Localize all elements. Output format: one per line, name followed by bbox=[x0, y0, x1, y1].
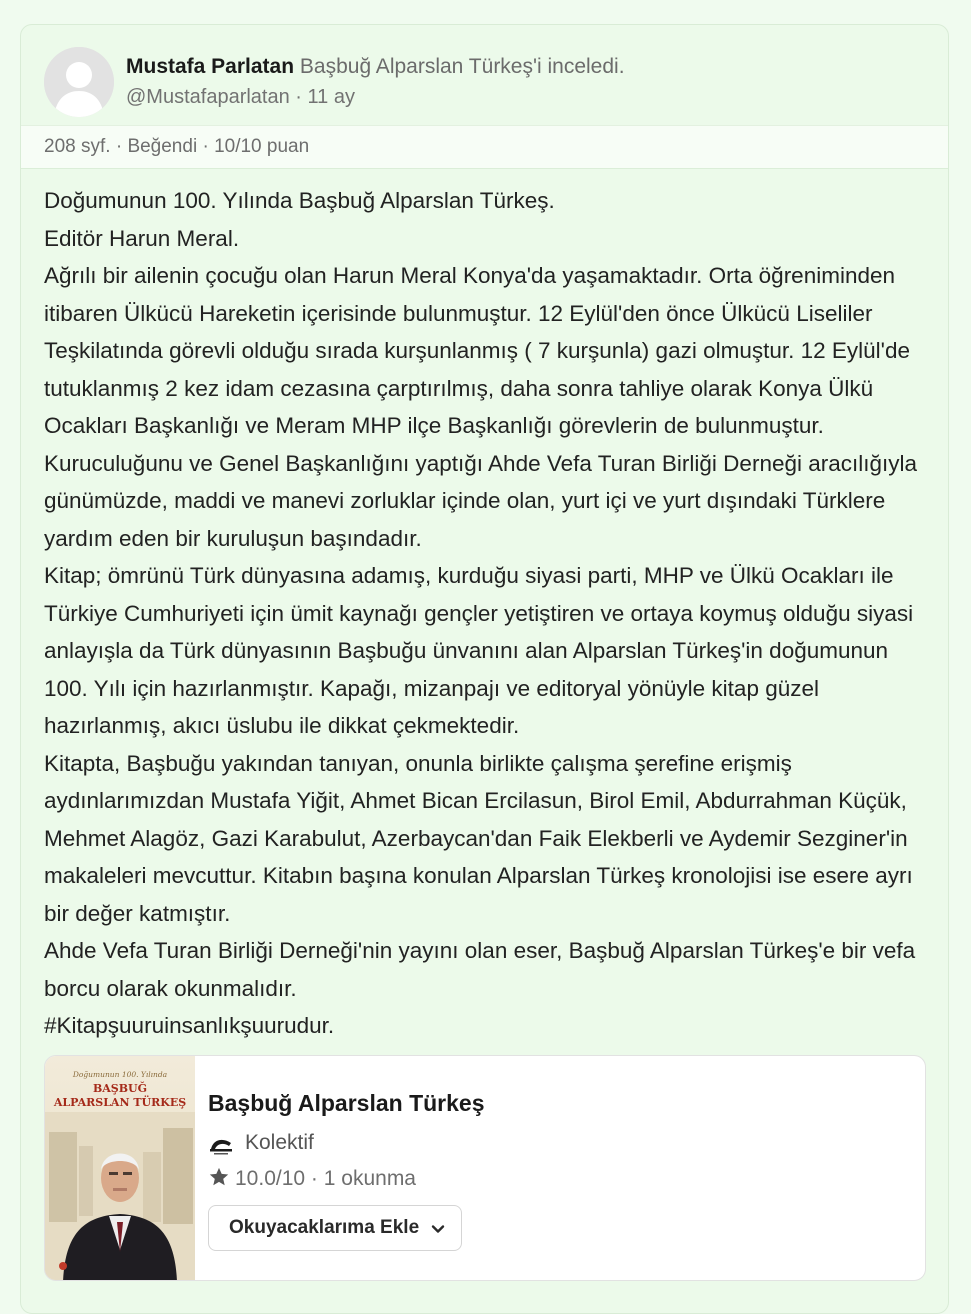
header-title-line bbox=[126, 55, 625, 79]
separator-dot: · bbox=[115, 136, 123, 157]
post-time[interactable]: 11 ay bbox=[307, 86, 355, 108]
like-status: Beğendi bbox=[127, 136, 198, 157]
separator-dot: · bbox=[202, 136, 209, 157]
book-cover[interactable] bbox=[45, 1056, 195, 1281]
review-paragraph: Ağrılı bir ailenin çocuğu olan Harun Meral Konya'da yaşamaktadır. Orta öğreniminden itibaren Ülkücü Hareketin içerisinde bulunmuştur. 12 Eylül'den önce Ülkücü Liseliler Teşkilatında görevli olduğu sırada kurşunlanmış ( 7 kurşunla) gazi olmuştur. 12 Eylül'de tutuklanmış 2 kez idam cezasına çarptırılmış, daha sonra tahliye olarak Konya Ülkü Ocakları Başkanlığı ve Meram MHP ilçe Başkanlığı görevlerin de bulunmuştur. Kuruculuğunu ve Genel Başkanlığını yaptığı Ahde Vefa Turan Birliği Derneği aracılığıyla günümüzde, maddi ve manevi zorluklar içinde olan, yurt içi ve yurt dışındaki Türklere yardım eden bir kuruluşun başındadır. bbox=[44, 263, 918, 551]
review-paragraph: Doğumunun 100. Yılında Başbuğ Alparslan Türkeş. bbox=[44, 188, 555, 213]
review-body bbox=[44, 182, 934, 1045]
review-header bbox=[21, 25, 948, 125]
avatar[interactable] bbox=[44, 47, 114, 117]
page-count: 208 syf. bbox=[44, 136, 111, 157]
default-avatar-icon bbox=[44, 47, 114, 117]
cover-subtitle: Doğumunun 100. Yılında bbox=[72, 1070, 168, 1079]
star-icon bbox=[208, 1166, 230, 1188]
read-count: 1 okunma bbox=[323, 1167, 416, 1190]
add-to-reading-list-button[interactable] bbox=[208, 1205, 462, 1251]
chevron-down-icon bbox=[431, 1222, 445, 1236]
cover-portrait-image bbox=[45, 1112, 195, 1281]
review-card bbox=[20, 24, 949, 1314]
rating-value: 10.0/10 bbox=[235, 1167, 306, 1190]
book-title-link[interactable]: Başbuğ Alparslan Türkeş bbox=[208, 1090, 485, 1116]
review-hashtag[interactable]: #Kitapşuuruinsanlıkşuurudur. bbox=[44, 1013, 335, 1038]
review-action-text bbox=[300, 55, 625, 78]
separator-dot: · bbox=[295, 86, 302, 108]
publisher-logo-icon bbox=[208, 1134, 234, 1156]
reviewed-book-link[interactable]: Başbuğ Alparslan Türkeş'i inceledi. bbox=[299, 55, 625, 78]
review-meta-text bbox=[44, 136, 309, 158]
author-name-link[interactable]: Kolektif bbox=[245, 1131, 314, 1154]
cover-title-line2: ALPARSLAN TÜRKEŞ bbox=[53, 1096, 187, 1109]
review-paragraph: Editör Harun Meral. bbox=[44, 225, 240, 251]
review-meta-bar bbox=[21, 125, 948, 169]
score-text: 10/10 puan bbox=[214, 136, 310, 157]
review-paragraph: Ahde Vefa Turan Birliği Derneği'nin yayını olan eser, Başbuğ Alparslan Türkeş'e bir vefa borcu olarak okunmalıdır. bbox=[44, 938, 916, 1001]
rating-row bbox=[208, 1166, 416, 1191]
separator-dot: · bbox=[310, 1167, 318, 1190]
user-name-link[interactable]: Mustafa Parlatan bbox=[126, 55, 295, 78]
user-handle[interactable]: @Mustafaparlatan bbox=[126, 86, 290, 108]
header-subtitle-line bbox=[126, 86, 355, 109]
add-to-reading-list-label: Okuyacaklarıma Ekle bbox=[229, 1217, 420, 1238]
review-paragraph: Kitapta, Başbuğu yakından tanıyan, onunla birlikte çalışma şerefine erişmiş aydınlarımızdan Mustafa Yiğit, Ahmet Bican Ercilasun, Birol Emil, Abdurrahman Küçük, Mehmet Alagöz, Gazi Karabulut, Azerbaycan'dan Faik Elekberli ve Aydemir Sezginer'in makaleleri mevcuttur. Kitabın başına konulan Alparslan Türkeş kronolojisi ise esere ayrı bir değer katmıştır. bbox=[44, 750, 913, 926]
book-card bbox=[44, 1055, 926, 1281]
review-paragraph: Kitap; ömrünü Türk dünyasına adamış, kurduğu siyasi parti, MHP ve Ülkü Ocakları ile Türkiye Cumhuriyeti için ümit kaynağı gençler yetiştiren ve ortaya koymuş olduğu siyasi anlayışla da Türk dünyasının Başbuğu ünvanını alan Alparslan Türkeş'in doğumunun 100. Yılı için hazırlanmıştır. Kapağı, mizanpajı ve editoryal yönüyle kitap güzel hazırlanmış, akıcı üslubu ile dikkat çekmektedir. bbox=[44, 563, 914, 738]
cover-title-line1: BAŞBUĞ bbox=[92, 1082, 148, 1095]
